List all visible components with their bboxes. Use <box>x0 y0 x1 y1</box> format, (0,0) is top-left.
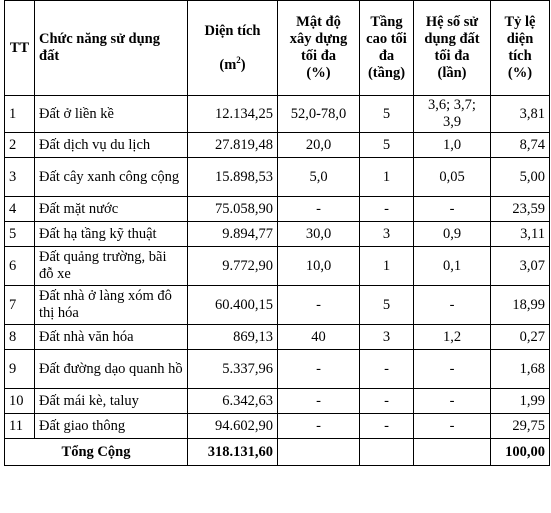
cell-tt: 3 <box>5 158 35 197</box>
table-row <box>5 158 550 197</box>
cell-density: 52,0-78,0 <box>278 96 360 133</box>
cell-ratio: 0,27 <box>491 325 550 350</box>
cell-floors: - <box>360 414 414 439</box>
cell-area: 60.400,15 <box>188 286 278 325</box>
header-ratio: Tỷ lệ diện tích (%) <box>491 1 550 96</box>
cell-name: Đất nhà ở làng xóm đô thị hóa <box>35 286 188 325</box>
cell-tt: 1 <box>5 96 35 133</box>
cell-tt: 2 <box>5 133 35 158</box>
cell-floors: - <box>360 389 414 414</box>
cell-ratio: 1,68 <box>491 350 550 389</box>
table-row <box>5 247 550 286</box>
cell-ratio: 3,81 <box>491 96 550 133</box>
cell-ratio: 5,00 <box>491 158 550 197</box>
cell-tt: 4 <box>5 197 35 222</box>
cell-area: 15.898,53 <box>188 158 278 197</box>
total-floors-empty <box>360 439 414 466</box>
header-area: Diện tích $(m^2)$ <box>188 1 278 96</box>
table-row <box>5 96 550 133</box>
cell-ratio: 3,07 <box>491 247 550 286</box>
cell-area: 869,13 <box>188 325 278 350</box>
cell-density: 40 <box>278 325 360 350</box>
cell-floors: 3 <box>360 325 414 350</box>
cell-name: Đất giao thông <box>35 414 188 439</box>
cell-far: 0,9 <box>414 222 491 247</box>
cell-far: 0,05 <box>414 158 491 197</box>
cell-far: 1,0 <box>414 133 491 158</box>
table-row <box>5 286 550 325</box>
land-use-table <box>4 0 550 466</box>
cell-density: 5,0 <box>278 158 360 197</box>
cell-ratio: 18,99 <box>491 286 550 325</box>
cell-area: 5.337,96 <box>188 350 278 389</box>
cell-floors: 5 <box>360 286 414 325</box>
cell-area: 9.772,90 <box>188 247 278 286</box>
cell-name: Đất ở liền kề <box>35 96 188 133</box>
cell-floors: 1 <box>360 247 414 286</box>
header-function: Chức năng sử dụng đất <box>35 1 188 96</box>
cell-area: 27.819,48 <box>188 133 278 158</box>
cell-area: 12.134,25 <box>188 96 278 133</box>
cell-density: - <box>278 414 360 439</box>
cell-density: 20,0 <box>278 133 360 158</box>
total-far-empty <box>414 439 491 466</box>
cell-density: 30,0 <box>278 222 360 247</box>
cell-far: 0,1 <box>414 247 491 286</box>
header-floors: Tầng cao tối đa (tầng) <box>360 1 414 96</box>
cell-area: 6.342,63 <box>188 389 278 414</box>
cell-area: 75.058,90 <box>188 197 278 222</box>
cell-tt: 9 <box>5 350 35 389</box>
cell-floors: - <box>360 350 414 389</box>
cell-far: - <box>414 414 491 439</box>
cell-ratio: 3,11 <box>491 222 550 247</box>
table-row <box>5 325 550 350</box>
cell-name: Đất mặt nước <box>35 197 188 222</box>
cell-name: Đất đường dạo quanh hồ <box>35 350 188 389</box>
cell-density: - <box>278 286 360 325</box>
cell-name: Đất cây xanh công cộng <box>35 158 188 197</box>
cell-tt: 5 <box>5 222 35 247</box>
cell-tt: 7 <box>5 286 35 325</box>
cell-name: Đất nhà văn hóa <box>35 325 188 350</box>
cell-area: 9.894,77 <box>188 222 278 247</box>
table-row <box>5 414 550 439</box>
cell-far: - <box>414 350 491 389</box>
total-density-empty <box>278 439 360 466</box>
header-density: Mật độ xây dựng tối đa (%) <box>278 1 360 96</box>
table-row <box>5 197 550 222</box>
cell-far: 3,6; 3,7; 3,9 <box>414 96 491 133</box>
table-row <box>5 350 550 389</box>
cell-ratio: 29,75 <box>491 414 550 439</box>
cell-tt: 10 <box>5 389 35 414</box>
cell-far: 1,2 <box>414 325 491 350</box>
cell-floors: 1 <box>360 158 414 197</box>
cell-floors: - <box>360 197 414 222</box>
header-tt: TT <box>5 1 35 96</box>
cell-tt: 6 <box>5 247 35 286</box>
cell-floors: 3 <box>360 222 414 247</box>
cell-density: - <box>278 389 360 414</box>
cell-density: 10,0 <box>278 247 360 286</box>
total-row <box>5 439 550 466</box>
cell-far: - <box>414 286 491 325</box>
cell-density: - <box>278 350 360 389</box>
cell-density: - <box>278 197 360 222</box>
cell-ratio: 23,59 <box>491 197 550 222</box>
table-row <box>5 222 550 247</box>
cell-floors: 5 <box>360 96 414 133</box>
cell-ratio: 1,99 <box>491 389 550 414</box>
cell-name: Đất quảng trường, bãi đỗ xe <box>35 247 188 286</box>
total-label: Tổng Cộng <box>5 439 188 466</box>
total-ratio: 100,00 <box>491 439 550 466</box>
table-row <box>5 389 550 414</box>
cell-area: 94.602,90 <box>188 414 278 439</box>
cell-name: Đất dịch vụ du lịch <box>35 133 188 158</box>
cell-tt: 8 <box>5 325 35 350</box>
cell-ratio: 8,74 <box>491 133 550 158</box>
table-row <box>5 133 550 158</box>
total-area: 318.131,60 <box>188 439 278 466</box>
cell-far: - <box>414 197 491 222</box>
cell-far: - <box>414 389 491 414</box>
cell-floors: 5 <box>360 133 414 158</box>
cell-name: Đất mái kè, taluy <box>35 389 188 414</box>
header-far: Hệ số sử dụng đất tối đa (lần) <box>414 1 491 96</box>
header-row <box>5 1 550 96</box>
cell-tt: 11 <box>5 414 35 439</box>
cell-name: Đất hạ tầng kỹ thuật <box>35 222 188 247</box>
